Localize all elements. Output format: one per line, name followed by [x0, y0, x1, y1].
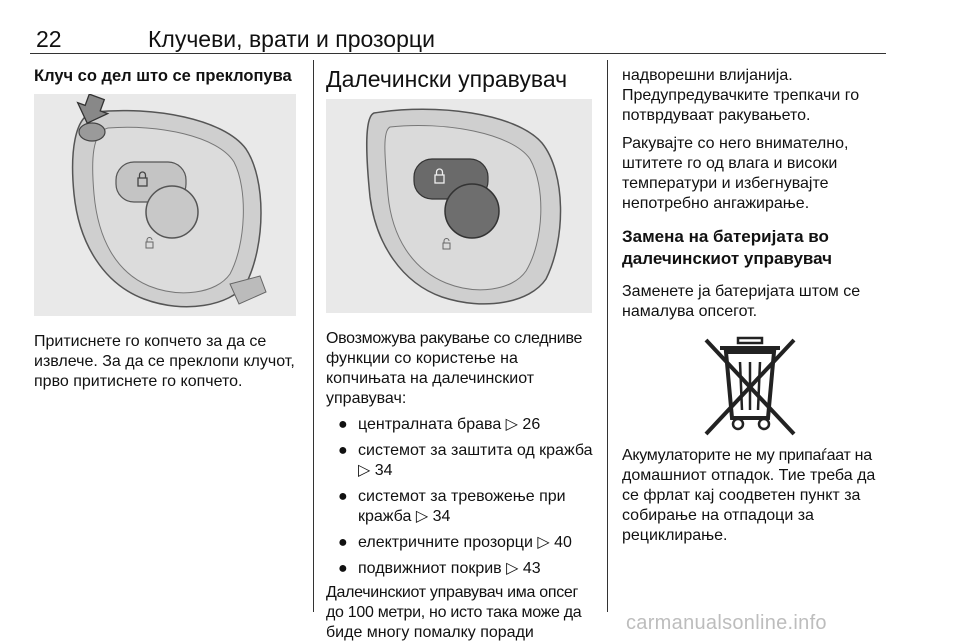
column-remote-control: [326, 60, 594, 643]
battery-disposal-text: [622, 446, 888, 546]
range-continued-text: [622, 66, 888, 126]
text-line: домашниот отпадок. Тие треба да: [622, 467, 876, 484]
list-item: [326, 487, 594, 527]
text-line: штитете го од влага и високи: [622, 155, 838, 172]
section-title-battery-replacement: [622, 226, 888, 270]
column-divider: [607, 60, 608, 612]
text-line: Предупредувачките трепкачи го: [622, 87, 860, 104]
text-line: извлече. За да се преклопи клучот,: [34, 353, 295, 370]
text-line: потврдуваат ракувањето.: [622, 107, 811, 124]
text-line: Далечинскиот управувач има опсег: [326, 584, 579, 601]
section-title-remote-control: Далечински управувач: [326, 66, 568, 92]
folding-key-illustration: [34, 94, 296, 316]
list-item-text: централната брава ▷ 26: [358, 416, 541, 433]
list-item: [326, 441, 594, 481]
list-item-text: системот за заштита од кражба: [358, 442, 593, 459]
column-folding-key: [34, 60, 304, 392]
section-title-line: далечинскиот управувач: [622, 249, 833, 268]
crossed-bin-icon: [700, 334, 800, 438]
bullet-icon: ●: [338, 442, 348, 459]
remote-intro: [326, 329, 594, 409]
text-line: непотребно ангажирање.: [622, 195, 810, 212]
text-line: Ракувајте со него внимателно,: [622, 135, 849, 152]
column-battery: [622, 60, 888, 546]
bullet-icon: ●: [338, 560, 348, 577]
text-line: Заменете ја батеријата штом се: [622, 283, 861, 300]
list-item: [326, 559, 594, 579]
chapter-title: Клучеви, врати и прозорци: [148, 26, 435, 52]
remote-key-figure: [326, 99, 592, 313]
list-item-text: електричните прозорци ▷ 40: [358, 534, 572, 551]
list-item: [326, 415, 594, 435]
remote-range-text: [326, 583, 594, 643]
text-line: надворешни влијанија.: [622, 67, 793, 84]
remote-functions-list: [326, 415, 594, 579]
bullet-icon: ●: [338, 416, 348, 433]
text-line: Овозможува ракување со следниве: [326, 330, 583, 347]
watermark: carmanualsonline.info: [626, 612, 827, 634]
crossed-bin-figure: [700, 334, 800, 438]
remote-key-illustration: [326, 99, 592, 313]
text-line: намалува опсегот.: [622, 303, 758, 320]
text-line: собирање на отпадоци за: [622, 507, 814, 524]
folding-key-figure: [34, 94, 296, 316]
text-line: копчињата на далечинскиот: [326, 370, 535, 387]
bullet-icon: ●: [338, 534, 348, 551]
section-title-folding-key: Клуч со дел што се преклопува: [34, 67, 292, 85]
text-line: Акумулаторите не му припаѓаат на: [622, 447, 872, 464]
bullet-icon: ●: [338, 488, 348, 505]
page-number: 22: [36, 26, 62, 52]
header-divider: [30, 53, 886, 54]
text-line: рециклирање.: [622, 527, 728, 544]
folding-key-instructions: [34, 332, 304, 392]
text-line: биде многу помалку поради: [326, 624, 534, 641]
replace-text: [622, 282, 888, 322]
list-item-text: кражба ▷ 34: [358, 508, 451, 525]
list-item-text: подвижниот покрив ▷ 43: [358, 560, 541, 577]
page-header: [30, 26, 886, 54]
care-text: [622, 134, 888, 214]
text-line: прво притиснете го копчето.: [34, 373, 243, 390]
list-item: [326, 533, 594, 553]
text-line: функции со користење на: [326, 350, 518, 367]
text-line: управувач:: [326, 390, 407, 407]
text-line: Притиснете го копчето за да се: [34, 333, 267, 350]
column-divider: [313, 60, 314, 612]
list-item-text: системот за тревожење при: [358, 488, 566, 505]
text-line: се фрлат кај соодветен пункт за: [622, 487, 861, 504]
list-item-text: ▷ 34: [358, 462, 393, 479]
text-line: температури и избегнувајте: [622, 175, 829, 192]
section-title-line: Замена на батеријата во: [622, 227, 829, 246]
text-line: до 100 метри, но исто така може да: [326, 604, 582, 621]
